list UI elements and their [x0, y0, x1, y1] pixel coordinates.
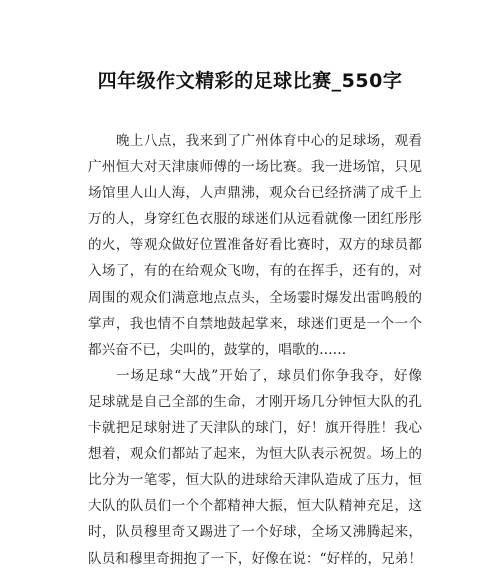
text-line: 想着，观众们都站了起来，为恒大队表示祝贺。场上的: [88, 446, 422, 463]
text-line: 一场足球“大战”开始了，球员们你争我夺，好像: [116, 367, 422, 384]
text-line: 掌声，我也情不自禁地鼓起掌来，球迷们更是一个一个: [88, 315, 422, 332]
text-line: 比分为一笔零，恒大队的进球给天津队造成了压力，恒: [88, 472, 422, 489]
text-line: 的火，等观众做好位置准备好看比赛时，双方的球员都: [88, 237, 422, 254]
paragraph-1: [88, 128, 422, 363]
document-body: [88, 128, 422, 572]
text-line: 大队的队员们一个个都精神大振，恒大队精神充足，这: [88, 498, 422, 515]
text-line: 足球就是自己全部的生命，才刚开场几分钟恒大队的孔: [88, 393, 422, 410]
text-line: 晚上八点，我来到了广州体育中心的足球场，观看: [116, 133, 422, 149]
text-line: 广州恒大对天津康师傅的一场比赛。我一进场馆，只见: [88, 159, 422, 176]
paragraph-2: [88, 363, 422, 572]
text-line: 入场了，有的在给观众飞吻，有的在挥手，还有的，对: [88, 263, 422, 280]
document-title: 四年级作文精彩的足球比赛_550字: [97, 70, 403, 92]
text-line: 场馆里人山人海，人声鼎沸，观众台已经挤满了成千上: [88, 185, 422, 202]
text-line: 卡就把足球射进了天津队的球门，好！旗开得胜！我心: [88, 420, 422, 437]
text-line: 都兴奋不已，尖叫的，鼓掌的，唱歌的……: [88, 341, 347, 358]
text-line: 万的人，身穿红色衣服的球迷们从远看就像一团红彤彤: [88, 211, 422, 228]
text-line: 周围的观众们满意地点点头，全场霎时爆发出雷鸣般的: [88, 289, 422, 306]
text-line: 队员和穆里奇拥抱了一下，好像在说：“好样的，兄弟！: [88, 550, 422, 567]
text-line: 时，队员穆里奇又踢进了一个好球，全场又沸腾起来，: [88, 524, 422, 541]
